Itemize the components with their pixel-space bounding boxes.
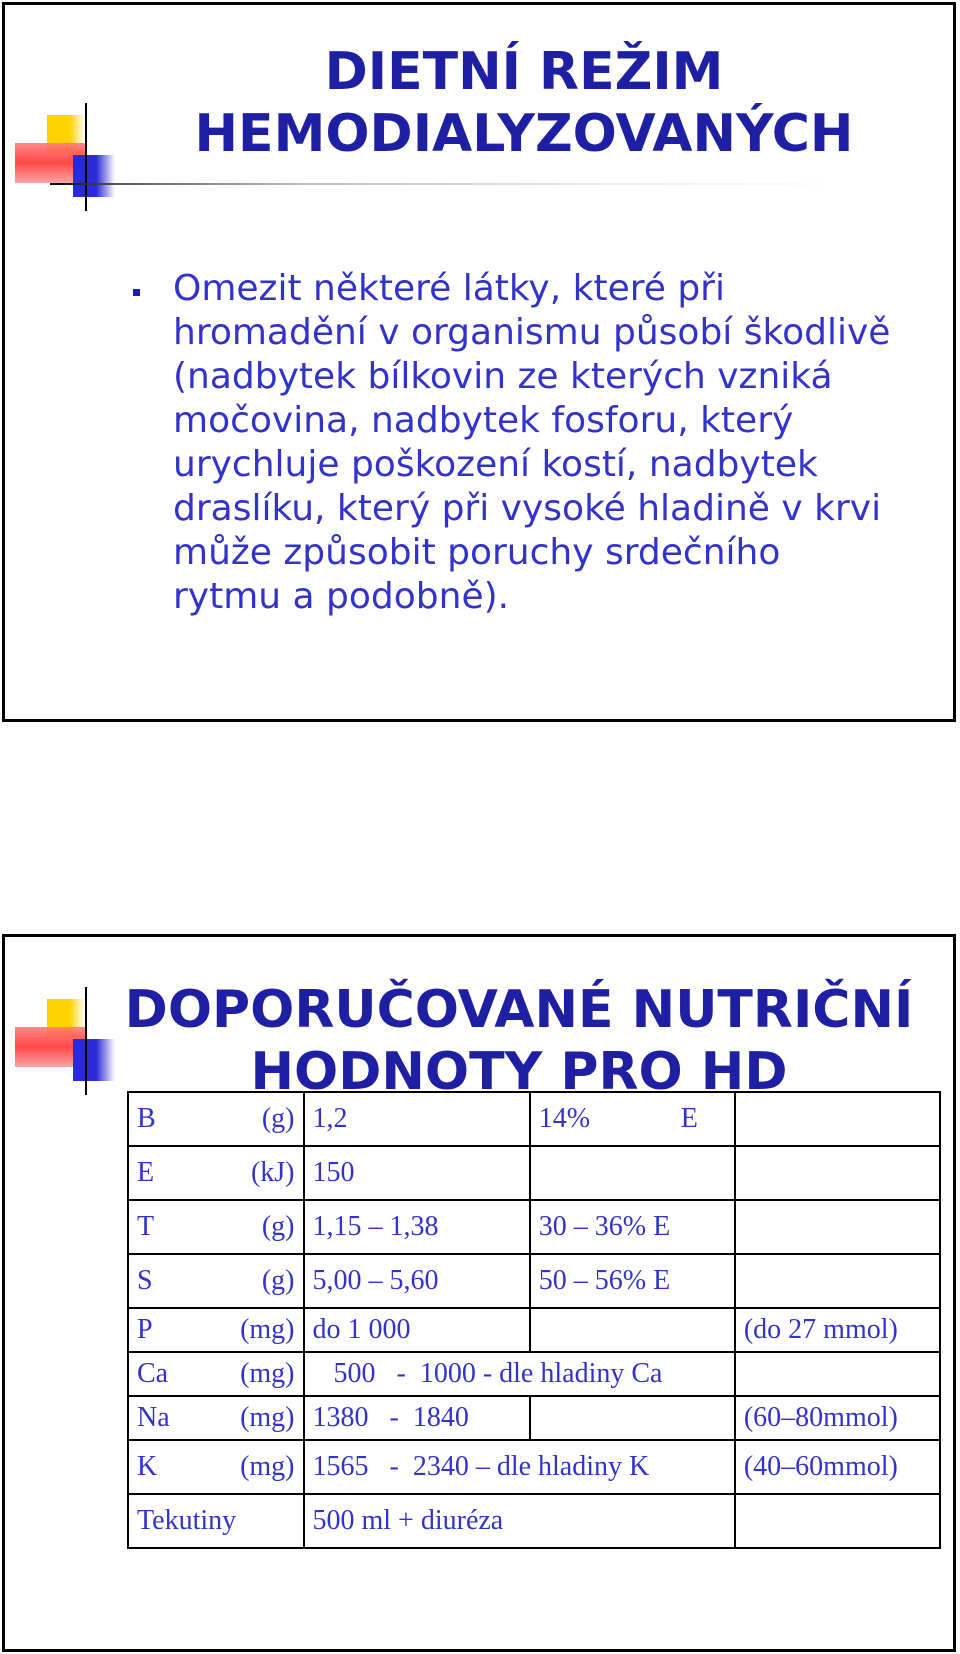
amount-cell: 500 ml + diuréza	[304, 1494, 735, 1548]
note-cell	[735, 1092, 940, 1146]
nutrient-unit: (g)	[261, 1211, 295, 1242]
note-cell	[735, 1352, 940, 1396]
nutrient-cell	[128, 1352, 304, 1396]
table-row	[128, 1092, 940, 1146]
title-line-2: HEMODIALYZOVANÝCH	[194, 104, 854, 164]
nutrient-unit: (kJ)	[250, 1157, 295, 1188]
energy-cell	[530, 1146, 735, 1200]
nutrient-cell	[128, 1146, 304, 1200]
amount-cell: 1,2	[304, 1092, 530, 1146]
nutrient-cell	[128, 1494, 304, 1548]
nutrient-cell	[128, 1308, 304, 1352]
energy-cell	[530, 1092, 735, 1146]
amount-cell: 1,15 – 1,38	[304, 1200, 530, 1254]
table-row	[128, 1308, 940, 1352]
nutrient-unit: (mg)	[240, 1314, 295, 1345]
amount-cell: 1565 - 2340 – dle hladiny K	[304, 1440, 735, 1494]
note-cell: (40–60mmol)	[735, 1440, 940, 1494]
energy-unit: E	[680, 1103, 698, 1134]
nutrition-table	[127, 1091, 941, 1549]
nutrient-name: Tekutiny	[137, 1505, 237, 1536]
note-cell	[735, 1254, 940, 1308]
table-row	[128, 1254, 940, 1308]
nutrient-name: K	[137, 1451, 158, 1482]
amount-cell: 5,00 – 5,60	[304, 1254, 530, 1308]
energy-cell: 30 – 36% E	[530, 1200, 735, 1254]
note-cell: (60–80mmol)	[735, 1396, 940, 1440]
nutrient-name: B	[137, 1103, 156, 1134]
table-row	[128, 1494, 940, 1548]
note-cell	[735, 1494, 940, 1548]
table-row	[128, 1352, 940, 1396]
nutrient-cell	[128, 1440, 304, 1494]
title-line-1: DOPORUČOVANÉ NUTRIČNÍ	[124, 980, 914, 1040]
nutrient-cell	[128, 1396, 304, 1440]
nutrient-name: E	[137, 1157, 155, 1188]
amount-cell: 150	[304, 1146, 530, 1200]
bullet-item	[133, 267, 893, 619]
table-row	[128, 1146, 940, 1200]
amount-cell: 1380 - 1840	[304, 1396, 530, 1440]
nutrient-unit: (mg)	[240, 1451, 295, 1482]
note-cell: (do 27 mmol)	[735, 1308, 940, 1352]
nutrient-name: Ca	[137, 1358, 169, 1389]
title-line-1: DIETNÍ REŽIM	[324, 42, 724, 102]
nutrient-unit: (g)	[261, 1265, 295, 1296]
bullet-text: Omezit některé látky, které při hromadění v organismu působí škodlivě (nadbytek bílkovin ze kterých vzniká močovina, nadbytek fosforu, který urychluje poškození kostí, nadbytek draslíku, který při vysoké hladině v krvi může způsobit poruchy srdečního rytmu a podobně).	[173, 268, 891, 617]
amount-cell: do 1 000	[304, 1308, 530, 1352]
note-cell	[735, 1200, 940, 1254]
nutrient-unit: (g)	[261, 1103, 295, 1134]
table-row	[128, 1440, 940, 1494]
energy-cell	[530, 1308, 735, 1352]
energy-cell: 50 – 56% E	[530, 1254, 735, 1308]
nutrient-name: P	[137, 1314, 153, 1345]
nutrient-cell	[128, 1254, 304, 1308]
bullet-square-icon	[133, 289, 140, 296]
slide-nutricni-hodnoty	[2, 934, 956, 1652]
title-line-2: HODNOTY PRO HD	[250, 1042, 788, 1102]
nutrient-unit: (mg)	[240, 1402, 295, 1433]
nutrient-name: T	[137, 1211, 155, 1242]
slide-dietni-rezim	[2, 2, 956, 722]
nutrient-unit: (mg)	[240, 1358, 295, 1389]
energy-cell	[530, 1396, 735, 1440]
amount-cell: 500 - 1000 - dle hladiny Ca	[304, 1352, 735, 1396]
nutrient-name: Na	[137, 1402, 170, 1433]
slide-title	[115, 41, 933, 165]
logo-blue-square	[73, 155, 115, 197]
slide-title	[105, 979, 933, 1103]
nutrient-cell	[128, 1200, 304, 1254]
logo-vertical-line	[85, 103, 87, 211]
note-cell	[735, 1146, 940, 1200]
table-row	[128, 1200, 940, 1254]
nutrient-name: S	[137, 1265, 153, 1296]
energy-pct: 14%	[538, 1103, 591, 1134]
title-underline	[50, 183, 860, 185]
logo-vertical-line	[85, 987, 87, 1095]
nutrient-cell	[128, 1092, 304, 1146]
table-row	[128, 1396, 940, 1440]
